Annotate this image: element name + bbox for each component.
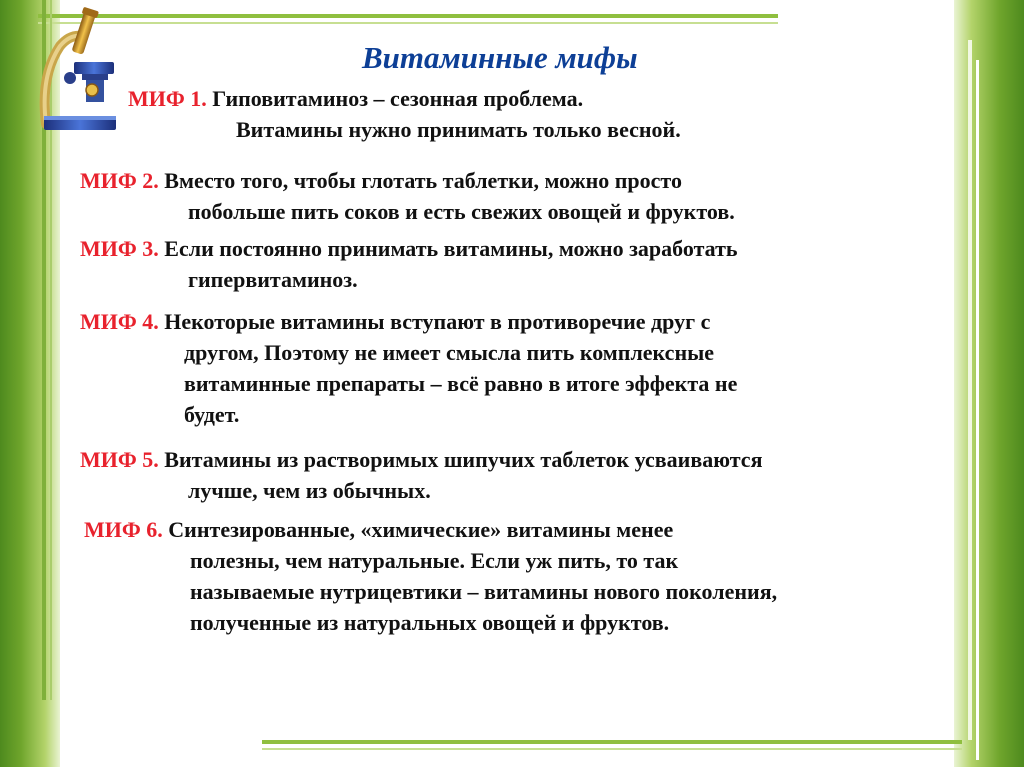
myth-3 <box>80 233 738 295</box>
myth-4-label: МИФ 4. <box>80 309 159 334</box>
myth-2-label: МИФ 2. <box>80 168 159 193</box>
myth-5-line-2: лучше, чем из обычных. <box>188 478 431 503</box>
myth-5-label: МИФ 5. <box>80 447 159 472</box>
myth-2-line-1: Вместо того, чтобы глотать таблетки, можно просто <box>164 168 682 193</box>
myth-6-line-3: называемые нутрицевтики – витамины нового поколения, <box>190 579 778 604</box>
myth-4-line-2: другом, Поэтому не имеет смысла пить комплексные <box>184 340 715 365</box>
myth-3-label: МИФ 3. <box>80 236 159 261</box>
myth-6-label: МИФ 6. <box>84 517 163 542</box>
top-decor-line <box>38 14 778 18</box>
myth-1 <box>128 83 681 145</box>
slide-title: Витаминные мифы <box>362 40 638 75</box>
myth-3-line-1: Если постоянно принимать витамины, можно заработать <box>164 236 738 261</box>
right-green-frame <box>954 0 1024 767</box>
right-decor-line-thin <box>976 60 979 760</box>
myth-4-line-4: будет. <box>184 402 240 427</box>
myth-4-line-3: витаминные препараты – всё равно в итоге эффекта не <box>184 371 738 396</box>
myth-4 <box>80 306 737 430</box>
top-decor-line-thin <box>38 22 778 24</box>
myth-3-line-2: гипервитаминоз. <box>188 267 358 292</box>
bottom-decor-line-thin <box>262 748 962 750</box>
myth-5 <box>80 444 762 506</box>
myth-1-label: МИФ 1. <box>128 86 207 111</box>
right-decor-line <box>968 40 972 740</box>
bottom-decor-line <box>262 740 962 744</box>
myth-1-line-1: Гиповитаминоз – сезонная проблема. <box>212 86 584 111</box>
myth-1-line-2: Витамины нужно принимать только весной. <box>236 117 681 142</box>
myth-4-line-1: Некоторые витамины вступают в противоречие друг с <box>164 309 711 334</box>
myth-6-line-2: полезны, чем натуральные. Если уж пить, то так <box>190 548 679 573</box>
myth-6 <box>84 514 777 638</box>
myth-2 <box>80 165 735 227</box>
myth-2-line-2: побольше пить соков и есть свежих овощей и фруктов. <box>188 199 735 224</box>
myth-6-line-1: Синтезированные, «химические» витамины менее <box>168 517 674 542</box>
myth-5-line-1: Витамины из растворимых шипучих таблеток усваиваются <box>164 447 763 472</box>
microscope-icon <box>30 6 130 136</box>
myth-6-line-4: полученные из натуральных овощей и фруктов. <box>190 610 670 635</box>
